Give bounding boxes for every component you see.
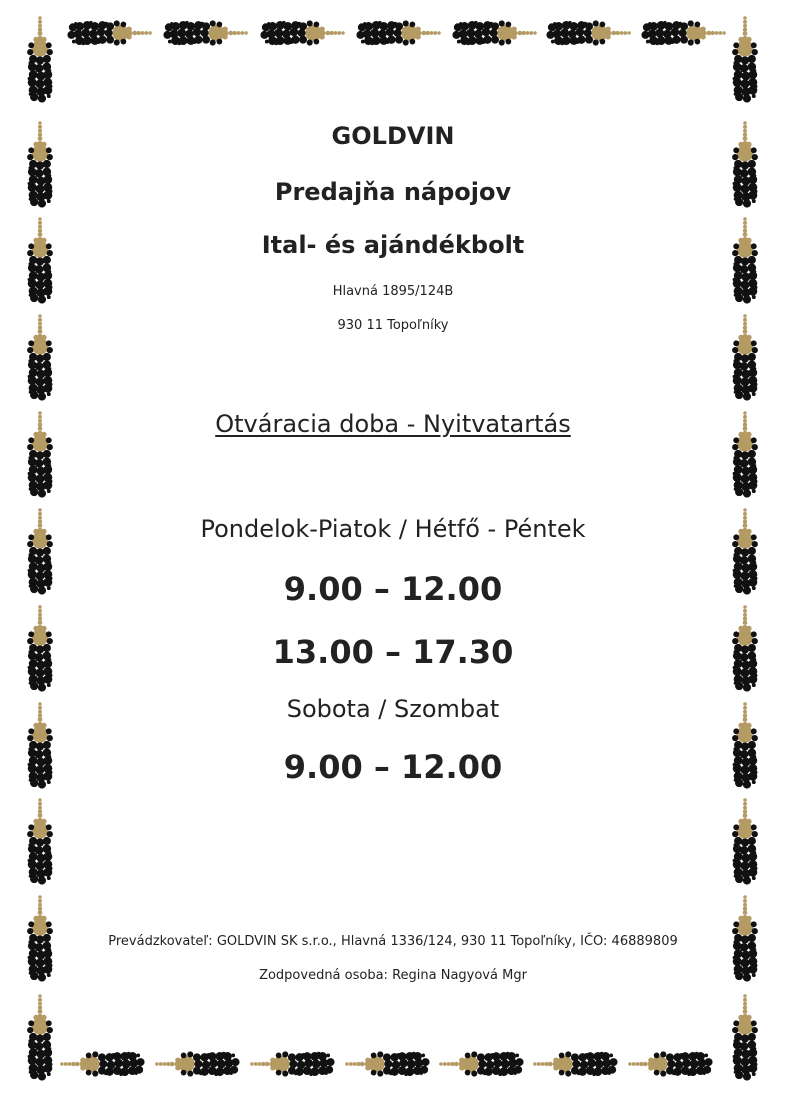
champagne-bottle-icon [27,16,53,102]
champagne-bottle-icon [452,20,536,45]
address-street: Hlavná 1895/124B [332,284,454,299]
champagne-bottle-icon [628,1051,712,1076]
champagne-bottle-icon [260,20,344,45]
weekdays-label: Pondelok-Piatok / Hétfő - Péntek [200,515,586,543]
address-city: 930 11 Topoľníky [337,318,449,333]
champagne-bottle-icon [533,1051,617,1076]
champagne-bottle-icon [163,20,247,45]
champagne-bottle-icon [155,1051,239,1076]
champagne-bottle-icon [439,1051,523,1076]
champagne-bottle-icon [67,20,151,45]
champagne-bottle-icon [60,1051,144,1076]
champagne-bottle-icon [27,994,53,1080]
shop-type-sk: Predajňa nápojov [274,178,512,206]
operator-info: Prevádzkovateľ: GOLDVIN SK s.r.o., Hlavná 1336/124, 930 11 Topoľníky, IČO: 46889809 [108,934,678,949]
champagne-bottle-icon [546,20,630,45]
saturday-hours: 9.00 – 12.00 [283,748,503,786]
weekdays-afternoon-hours: 13.00 – 17.30 [272,633,514,671]
champagne-bottle-icon [345,1051,429,1076]
champagne-bottle-icon [27,798,53,884]
champagne-bottle-icon [250,1051,334,1076]
responsible-person: Zodpovedná osoba: Regina Nagyová Mgr [259,968,527,983]
champagne-bottle-icon [732,994,758,1080]
champagne-bottle-icon [641,20,725,45]
shop-name: GOLDVIN [331,122,455,150]
shop-type-hu: Ital- és ajándékbolt [261,231,525,259]
weekdays-morning-hours: 9.00 – 12.00 [283,570,503,608]
champagne-bottle-icon [356,20,440,45]
saturday-label: Sobota / Szombat [286,695,500,723]
opening-hours-heading: Otváracia doba - Nyitvatartás [215,410,571,438]
champagne-bottle-icon [732,16,758,102]
champagne-bottle-icon [732,798,758,884]
